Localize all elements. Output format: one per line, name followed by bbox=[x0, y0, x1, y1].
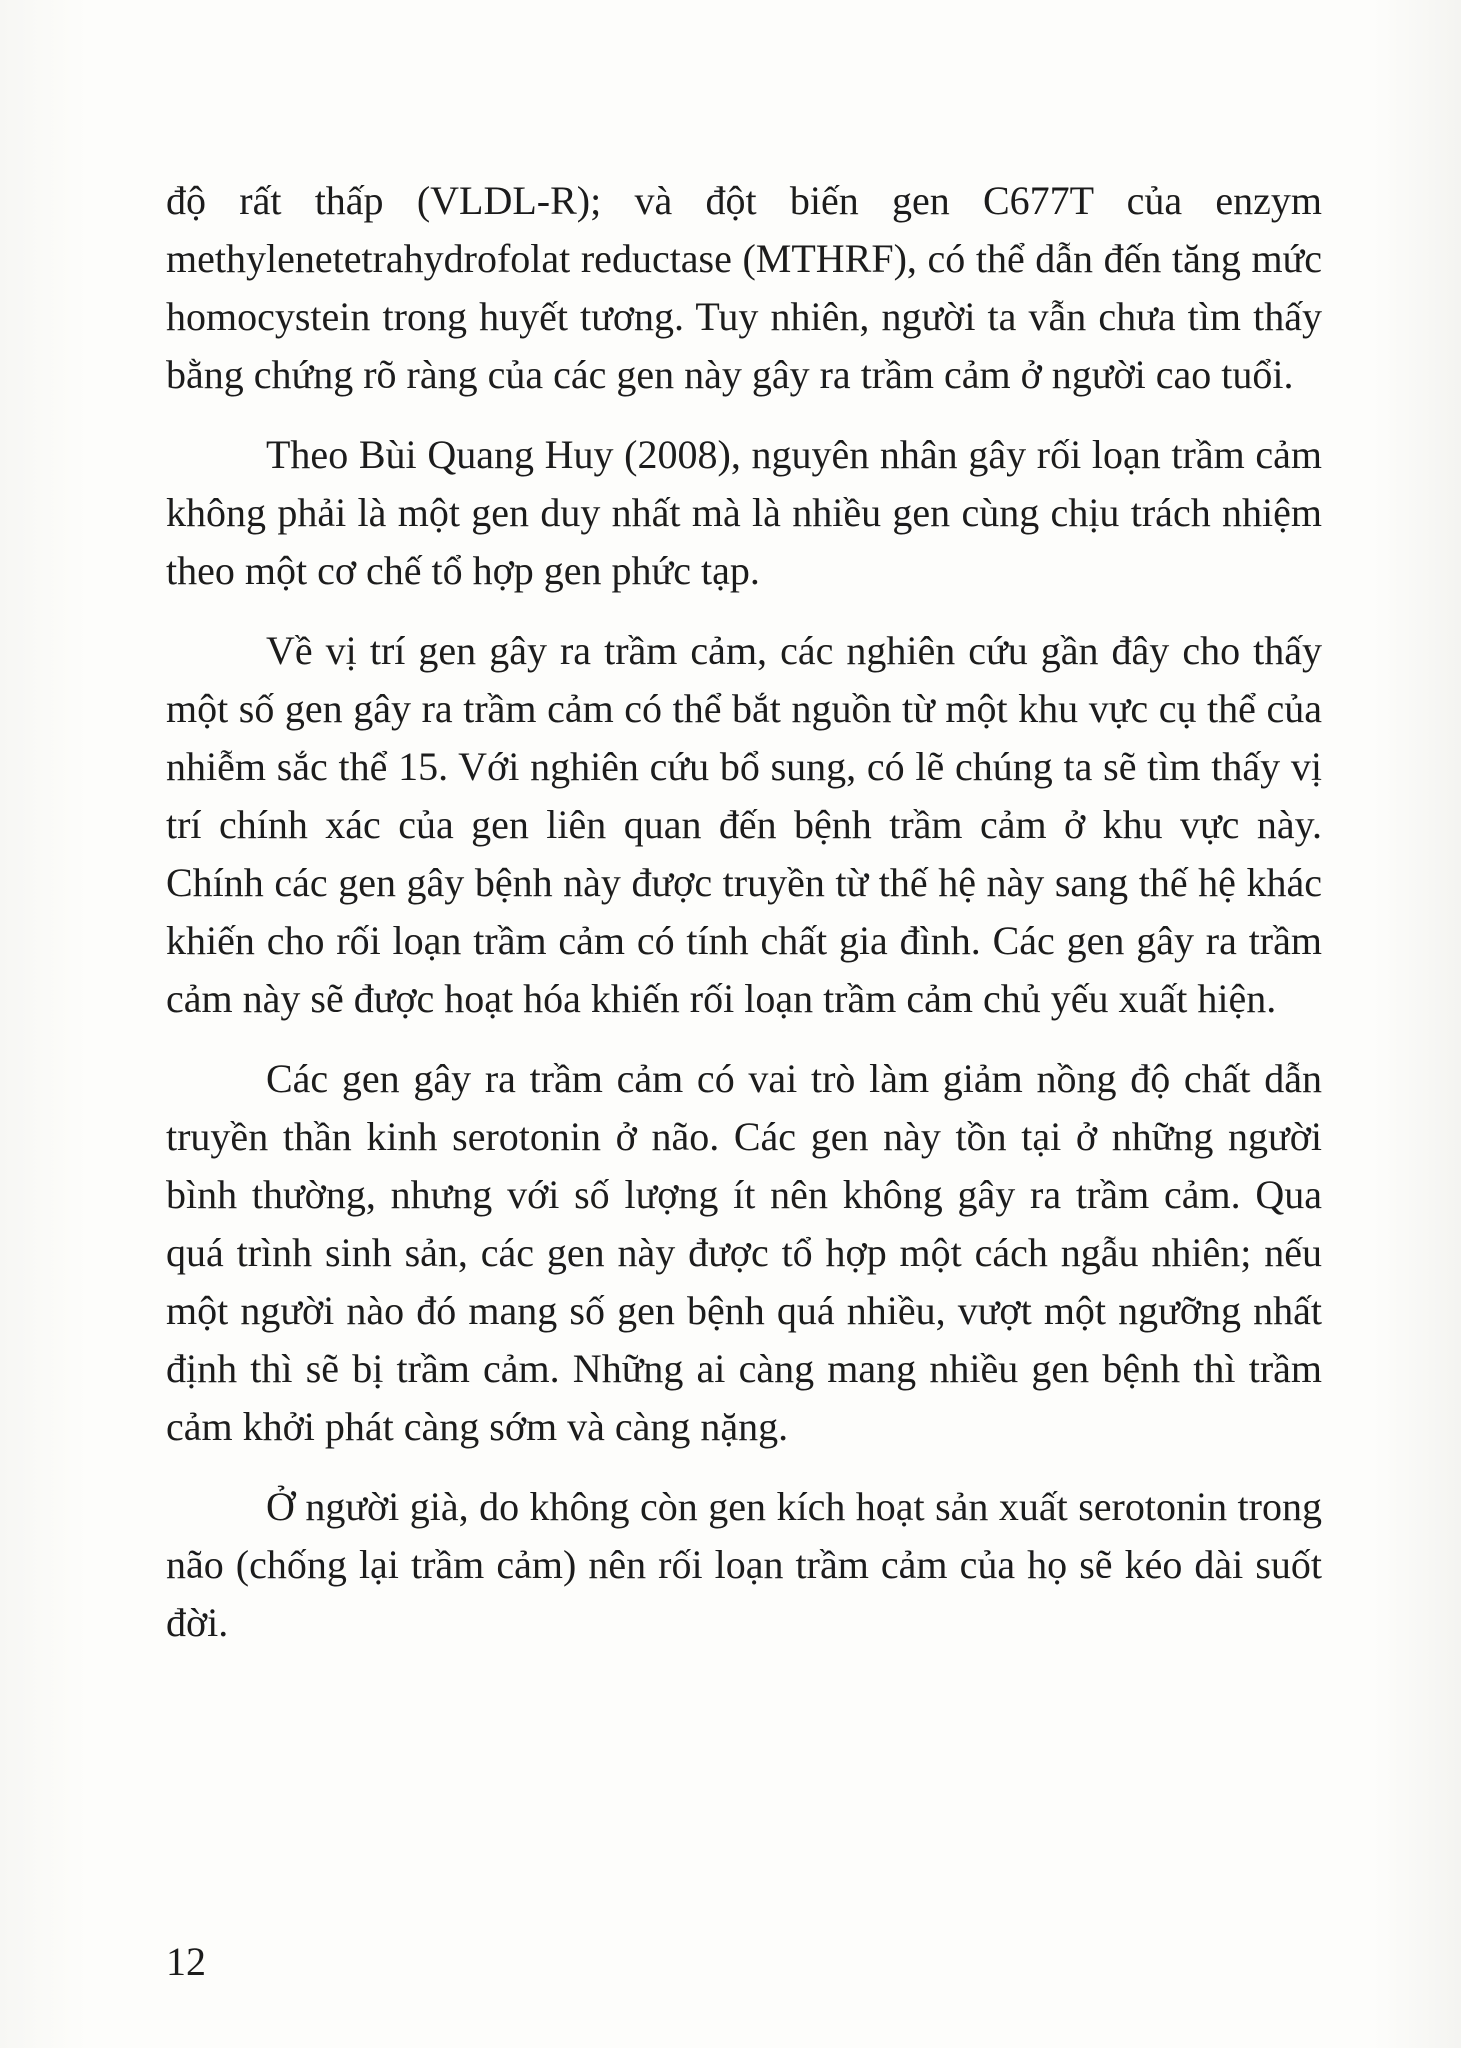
paragraph: Các gen gây ra trầm cảm có vai trò làm giảm nồng độ chất dẫn truyền thần kinh serotonin ở não. Các gen này tồn tại ở những người bình thường, nhưng với số lượng ít nên không gây ra trầm cảm. Qua quá trình sinh sản, các gen này được tổ hợp một cách ngẫu nhiên; nếu một người nào đó mang số gen bệnh quá nhiều, vượt một ngưỡng nhất định thì sẽ bị trầm cảm. Những ai càng mang nhiều gen bệnh thì trầm cảm khởi phát càng sớm và càng nặng. bbox=[166, 1056, 1322, 1449]
paragraph: Theo Bùi Quang Huy (2008), nguyên nhân gây rối loạn trầm cảm không phải là một gen duy nhất mà là nhiều gen cùng chịu trách nhiệm theo một cơ chế tổ hợp gen phức tạp. bbox=[166, 432, 1322, 593]
paragraph: Về vị trí gen gây ra trầm cảm, các nghiên cứu gần đây cho thấy một số gen gây ra trầm cảm có thể bắt nguồn từ một khu vực cụ thể của nhiễm sắc thể 15. Với nghiên cứu bổ sung, có lẽ chúng ta sẽ tìm thấy vị trí chính xác của gen liên quan đến bệnh trầm cảm ở khu vực này. Chính các gen gây bệnh này được truyền từ thế hệ này sang thế hệ khác khiến cho rối loạn trầm cảm có tính chất gia đình. Các gen gây ra trầm cảm này sẽ được hoạt hóa khiến rối loạn trầm cảm chủ yếu xuất hiện. bbox=[166, 628, 1322, 1021]
paragraph: Ở người già, do không còn gen kích hoạt sản xuất serotonin trong não (chống lại trầm cảm) nên rối loạn trầm cảm của họ sẽ kéo dài suốt đời. bbox=[166, 1484, 1322, 1645]
page-number: 12 bbox=[166, 1939, 206, 1984]
body-text bbox=[166, 172, 1322, 1674]
paragraph-continued: độ rất thấp (VLDL-R); và đột biến gen C677T của enzym methylenetetrahydrofolat reductase (MTHRF), có thể dẫn đến tăng mức homocystein trong huyết tương. Tuy nhiên, người ta vẫn chưa tìm thấy bằng chứng rõ ràng của các gen này gây ra trầm cảm ở người cao tuổi. bbox=[166, 178, 1322, 397]
